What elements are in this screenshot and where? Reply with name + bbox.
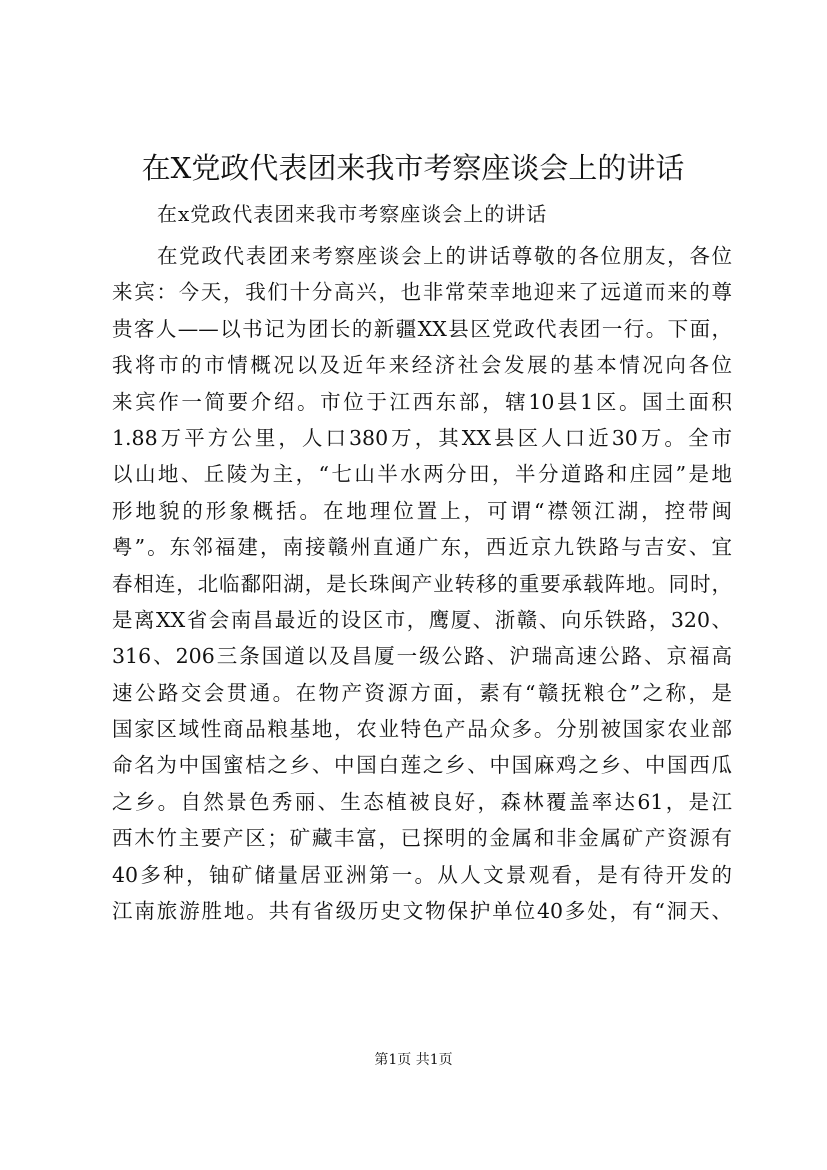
body-line: 我将市的市情概况以及近年来经济社会发展的基本情况向各位 xyxy=(112,353,732,378)
body-line: 40多种，铀矿储量居亚洲第一。从人文景观看，是有待开发的 xyxy=(112,862,732,887)
body-line: 西木竹主要产区；矿藏丰富，已探明的金属和非金属矿产资源有 xyxy=(112,826,732,851)
body-line: 1.88万平方公里，人口380万，其XX县区人口近30万。全市 xyxy=(112,425,732,450)
body-line: 命名为中国蜜桔之乡、中国白莲之乡、中国麻鸡之乡、中国西瓜 xyxy=(112,753,732,778)
page-footer: 第1页 共1页 xyxy=(374,1052,453,1068)
document-subtitle: 在x党政代表团来我市考察座谈会上的讲话 xyxy=(157,202,548,226)
body-line: 以山地、丘陵为主，“七山半水两分田，半分道路和庄园”是地 xyxy=(112,462,732,487)
body-line: 江南旅游胜地。共有省级历史文物保护单位40多处，有“洞天、 xyxy=(112,899,732,924)
body-line: 来宾：今天，我们十分高兴，也非常荣幸地迎来了远道而来的尊 xyxy=(112,280,732,305)
body-line: 来宾作一简要介绍。市位于江西东部，辖10县1区。国土面积 xyxy=(112,389,732,414)
document-title: 在X党政代表团来我市考察座谈会上的讲话 xyxy=(141,151,685,185)
body-line: 之乡。自然景色秀丽、生态植被良好，森林覆盖率达61，是江 xyxy=(112,789,732,814)
body-line: 贵客人——以书记为团长的新疆XX县区党政代表团一行。下面， xyxy=(112,316,732,341)
body-line: 在党政代表团来考察座谈会上的讲话尊敬的各位朋友，各位 xyxy=(157,244,732,268)
body-text xyxy=(112,238,732,929)
body-line: 速公路交会贯通。在物产资源方面，素有“赣抚粮仓”之称，是 xyxy=(112,680,732,705)
body-line: 是离XX省会南昌最近的设区市，鹰厦、浙赣、向乐铁路，320、 xyxy=(112,607,732,632)
body-line: 国家区域性商品粮基地，农业特色产品众多。分别被国家农业部 xyxy=(112,717,732,742)
body-line: 粤”。东邻福建，南接赣州直通广东，西近京九铁路与吉安、宜 xyxy=(112,535,732,560)
body-line: 316、206三条国道以及昌厦一级公路、沪瑞高速公路、京福高 xyxy=(112,644,732,669)
body-line: 形地貌的形象概括。在地理位置上，可谓“襟领江湖，控带闽 xyxy=(112,498,732,523)
body-line: 春相连，北临鄱阳湖，是长珠闽产业转移的重要承载阵地。同时， xyxy=(112,571,732,596)
